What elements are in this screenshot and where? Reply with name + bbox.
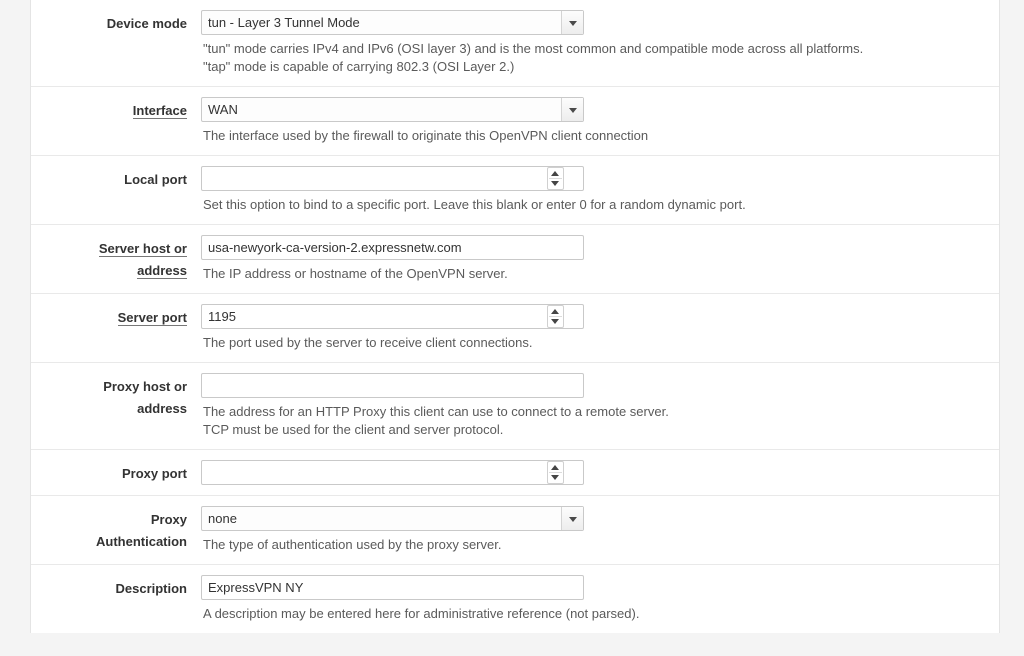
field-cell: [201, 10, 999, 76]
stepper-up-icon[interactable]: [548, 168, 563, 178]
field-label: [31, 460, 201, 485]
input-proxy-host-or-address[interactable]: [201, 373, 584, 398]
field-cell: [201, 506, 999, 554]
input-proxy-port[interactable]: [201, 460, 584, 485]
field-label: [31, 373, 201, 420]
form-row: [31, 565, 999, 633]
field-label-text: address: [137, 263, 187, 278]
field-cell: [201, 373, 999, 439]
help-line: "tap" mode is capable of carrying 802.3 (OSI Layer 2.): [203, 59, 515, 74]
field-label-text: Local port: [124, 172, 187, 187]
stepper-up-icon[interactable]: [548, 306, 563, 316]
field-help-text: [201, 40, 999, 76]
number-stepper[interactable]: [547, 305, 564, 328]
field-control-wrapper: [201, 97, 999, 145]
field-label-text: Proxy: [150, 512, 187, 527]
stepper-down-icon[interactable]: [548, 317, 563, 327]
field-label-text: Authentication: [96, 534, 187, 549]
select-interface[interactable]: [201, 97, 584, 122]
help-line: A description may be entered here for administrative reference (not parsed).: [203, 606, 640, 621]
input-server-host-or-address[interactable]: [201, 235, 584, 260]
stepper-down-icon[interactable]: [548, 473, 563, 483]
help-line: The address for an HTTP Proxy this client can use to connect to a remote server.: [203, 404, 669, 419]
help-line: The interface used by the firewall to originate this OpenVPN client connection: [203, 128, 649, 143]
field-label: [31, 166, 201, 191]
stepper-up-icon[interactable]: [548, 462, 563, 472]
field-control-wrapper: [201, 460, 999, 485]
number-stepper[interactable]: [547, 167, 564, 190]
field-label-text: Device mode: [106, 16, 187, 31]
field-label-text: address: [137, 401, 187, 416]
help-line: TCP must be used for the client and server protocol.: [203, 422, 504, 437]
field-control-wrapper: [201, 575, 999, 623]
field-help-text: [201, 334, 999, 352]
field-control-wrapper: [201, 166, 999, 214]
field-help-text: [201, 403, 999, 439]
form-row: [31, 496, 999, 565]
field-cell: [201, 460, 999, 485]
field-help-text: [201, 196, 999, 214]
field-label: [31, 10, 201, 35]
field-label: [31, 304, 201, 329]
field-help-text: [201, 127, 999, 145]
field-label-text: Server host or: [98, 241, 187, 256]
form-row: [31, 87, 999, 156]
help-line: The port used by the server to receive client connections.: [203, 335, 533, 350]
field-label: [31, 235, 201, 282]
field-label-text: Proxy host or: [103, 379, 187, 394]
select-proxy-authentication[interactable]: [201, 506, 584, 531]
field-label: [31, 97, 201, 122]
field-control-wrapper: [201, 506, 999, 554]
field-cell: [201, 575, 999, 623]
form-row: [31, 0, 999, 87]
field-label-text: Server port: [117, 310, 187, 325]
form-row: [31, 156, 999, 225]
field-cell: [201, 304, 999, 352]
field-control-wrapper: [201, 304, 999, 352]
field-label-text: Interface: [132, 103, 187, 118]
input-server-port[interactable]: [201, 304, 584, 329]
input-local-port[interactable]: [201, 166, 584, 191]
field-label: [31, 575, 201, 600]
select-device-mode[interactable]: [201, 10, 584, 35]
help-line: The type of authentication used by the proxy server.: [203, 537, 502, 552]
stepper-down-icon[interactable]: [548, 179, 563, 189]
input-description[interactable]: [201, 575, 584, 600]
help-line: "tun" mode carries IPv4 and IPv6 (OSI layer 3) and is the most common and compatible mode across all platforms.: [203, 41, 864, 56]
field-help-text: [201, 605, 999, 623]
form-row: [31, 225, 999, 294]
form-row: [31, 363, 999, 450]
form-row: [31, 294, 999, 363]
field-label-text: Proxy port: [121, 466, 187, 481]
settings-panel: [30, 0, 1000, 633]
field-control-wrapper: [201, 235, 999, 283]
field-help-text: [201, 265, 999, 283]
field-cell: [201, 235, 999, 283]
field-cell: [201, 97, 999, 145]
number-stepper[interactable]: [547, 461, 564, 484]
field-cell: [201, 166, 999, 214]
help-line: Set this option to bind to a specific port. Leave this blank or enter 0 for a random dynamic port.: [203, 197, 746, 212]
field-help-text: [201, 536, 999, 554]
field-control-wrapper: [201, 10, 999, 76]
field-label: [31, 506, 201, 553]
help-line: The IP address or hostname of the OpenVPN server.: [203, 266, 508, 281]
form-row: [31, 450, 999, 496]
field-label-text: Description: [115, 581, 187, 596]
field-control-wrapper: [201, 373, 999, 439]
